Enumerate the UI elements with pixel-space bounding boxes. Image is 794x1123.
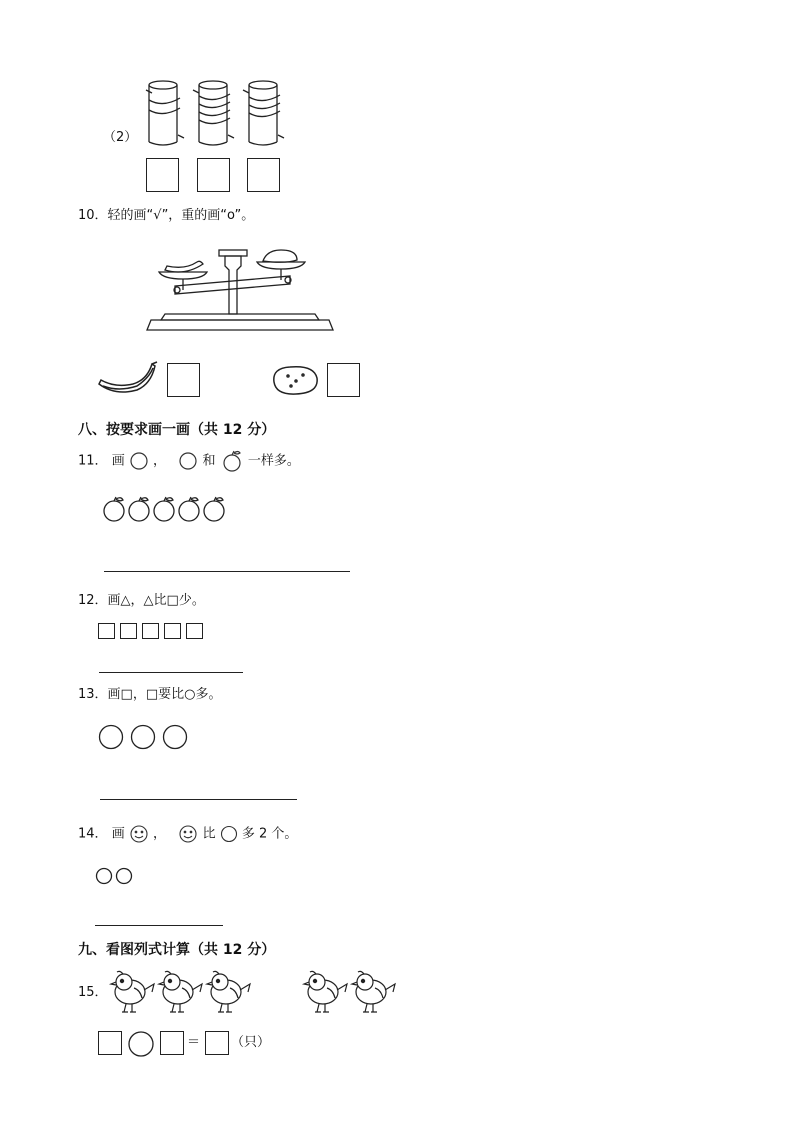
q15-unit: （只） [231,1035,271,1050]
q13-question [78,686,221,704]
banana-icon [97,362,159,398]
q12-text: 画△，△比□少。 [107,593,205,608]
q10-banana-answer-box[interactable] [167,363,200,397]
q12-question [78,592,205,610]
q12-answer-line[interactable] [99,672,243,673]
q14-text-1: 画 [111,826,125,842]
coiled-cylinders-figure [140,80,290,150]
apple-icon [154,497,174,521]
q11-answer-line[interactable] [104,571,350,572]
apple-icon [179,497,199,521]
circle-shape [100,726,123,749]
q10-potato-answer-box[interactable] [327,363,360,397]
q9-answer-box-2[interactable] [197,158,230,192]
q9-sub-label: （2） [103,130,138,145]
potato-icon [270,364,320,396]
q11-question [78,450,300,472]
q11-text-1: 画 [111,453,125,469]
q14-text-3: 比 [202,826,216,842]
q15-equals-sign: ＝ [187,1035,201,1050]
circle-icon [129,452,149,470]
q9-answer-box-1[interactable] [146,158,179,192]
q10-question [78,207,254,225]
q13-text: 画□，□要比○多。 [107,687,222,702]
q14-answer-line[interactable] [95,925,223,926]
apple-icon [129,497,149,521]
smiley-icon [129,825,149,843]
circles-row [98,724,190,750]
square-shape [164,623,181,639]
q13-number: 13． [78,687,108,702]
q11-text-4: 一样多。 [247,453,300,469]
apples-row [102,496,230,522]
q15-operator-circle[interactable] [127,1030,155,1058]
q11-text-2: ， [152,453,166,469]
bird-icon [111,971,154,1012]
square-shape [98,623,115,639]
q11-number: 11． [78,453,108,469]
circle-icon [220,825,238,843]
q15-number-box-1[interactable] [98,1031,122,1055]
q11-text-3: 和 [202,453,216,469]
q12-number: 12． [78,593,108,608]
bird-icon [207,971,250,1012]
bird-icon [352,971,395,1012]
square-shape [120,623,137,639]
q15-result-box[interactable] [205,1031,229,1055]
bird-icon [304,971,347,1012]
q15-number: 15． [78,985,108,1000]
q14-question [78,825,297,844]
square-shape [186,623,203,639]
apple-icon [104,497,124,521]
circle-shape [164,726,187,749]
square-shape [142,623,159,639]
q14-number: 14． [78,826,108,842]
circle-shape [97,869,112,884]
smiley-icon [178,825,198,843]
circle-icon [178,452,198,470]
q9-answer-box-3[interactable] [247,158,280,192]
apple-icon [220,450,244,472]
circles-pair [95,867,135,885]
circle-shape [132,726,155,749]
balance-scale-figure [145,242,335,337]
bird-icon [159,971,202,1012]
q10-number: 10． [78,208,108,223]
birds-group-left [110,970,260,1015]
q15-number-box-2[interactable] [160,1031,184,1055]
circle-shape [117,869,132,884]
q14-text-4: 多 2 个。 [241,826,298,842]
section-8-title: 八、按要求画一画（共 12 分） [78,422,276,438]
q13-answer-line[interactable] [100,799,297,800]
q14-text-2: ， [152,826,166,842]
q10-text: 轻的画“√”，重的画“o”。 [107,208,255,223]
section-9-title: 九、看图列式计算（共 12 分） [78,942,276,958]
apple-icon [204,497,224,521]
birds-group-right [303,970,403,1015]
